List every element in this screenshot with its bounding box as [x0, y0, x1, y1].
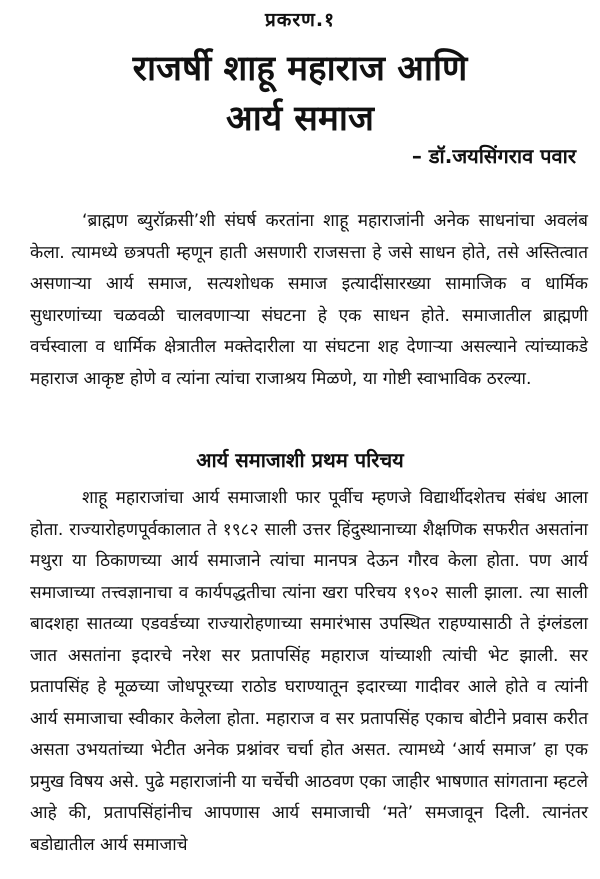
chapter-label: प्रकरण.१ — [264, 9, 335, 31]
section-heading: आर्य समाजाशी प्रथम परिचय — [196, 448, 404, 472]
body-paragraph-1: ‘ब्राह्मण ब्युरॉक्रसी’शी संघर्ष करतांना शाहू महाराजांनी अनेक साधनांचा अवलंब केला. त्यामध्ये छत्रपती म्हणून हाती असणारी राजसत्ता हे जसे साधन होते, तसे अस्तित्वात असणाऱ्या आर्य समाज, सत्यशोधक समाज इत्यादींसारख्या सामाजिक व धार्मिक सुधारणांच्या चळवळी चालवणाऱ्या संघटना हे एक साधन होते. समाजातील ब्राह्मणी वर्चस्वाला व धार्मिक क्षेत्रातील मक्तेदारीला या संघटना शह देणाऱ्या असल्याने त्यांच्याकडे महाराज आकृष्ट होणे व त्यांना त्यांचा राजाश्रय मिळणे, या गोष्टी स्वाभाविक ठरल्या. — [30, 211, 588, 389]
chapter-title-line-2: आर्य समाज — [226, 99, 374, 139]
body-paragraph-2: शाहू महाराजांचा आर्य समाजाशी फार पूर्वीच म्हणजे विद्यार्थीदशेतच संबंध आला होता. राज्यारोहणपूर्वकालात ते १९८२ साली उत्तर हिंदुस्थानाच्या शैक्षणिक सफरीत असतांना मथुरा या ठिकाणच्या आर्य समाजाने त्यांचा मानपत्र देऊन गौरव केला होता. पण आर्य समाजाच्या तत्त्वज्ञानाचा व कार्यपद्धतीचा त्यांना खरा परिचय १९०२ साली झाला. त्या साली बादशहा सातव्या एडवर्डच्या राज्यारोहणाच्या समारंभास उपस्थित राहण्यासाठी ते इंग्लंडला जात असतांना इदारचे नरेश सर प्रतापसिंह महाराज यांच्याशी त्यांची भेट झाली. सर प्रतापसिंह हे मूळच्या जोधपूरच्या राठोड घराण्यातून इदारच्या गादीवर आले होते व त्यांनी आर्य समाजाचा स्वीकार केलेला होता. महाराज व सर प्रतापसिंह एकाच बोटीने प्रवास करीत असता उभयतांच्या भेटीत अनेक प्रश्नांवर चर्चा होत असत. त्यामध्ये ‘आर्य समाज’ हा एक प्रमुख विषय असे. पुढे महाराजांनी या चर्चेची आठवण एका जाहीर भाषणात सांगताना म्हटले आहे की, प्रतापसिंहांनीच आपणास आर्य समाजाची ‘मते’ समजावून दिली. त्यानंतर बडोद्यातील आर्य समाजाचे — [30, 488, 588, 855]
chapter-title — [0, 44, 600, 144]
chapter-title-line-1: राजर्षी शाहू महाराज आणि — [132, 49, 468, 89]
author-byline: – डॉ.जयसिंगराव पवार — [411, 144, 576, 168]
